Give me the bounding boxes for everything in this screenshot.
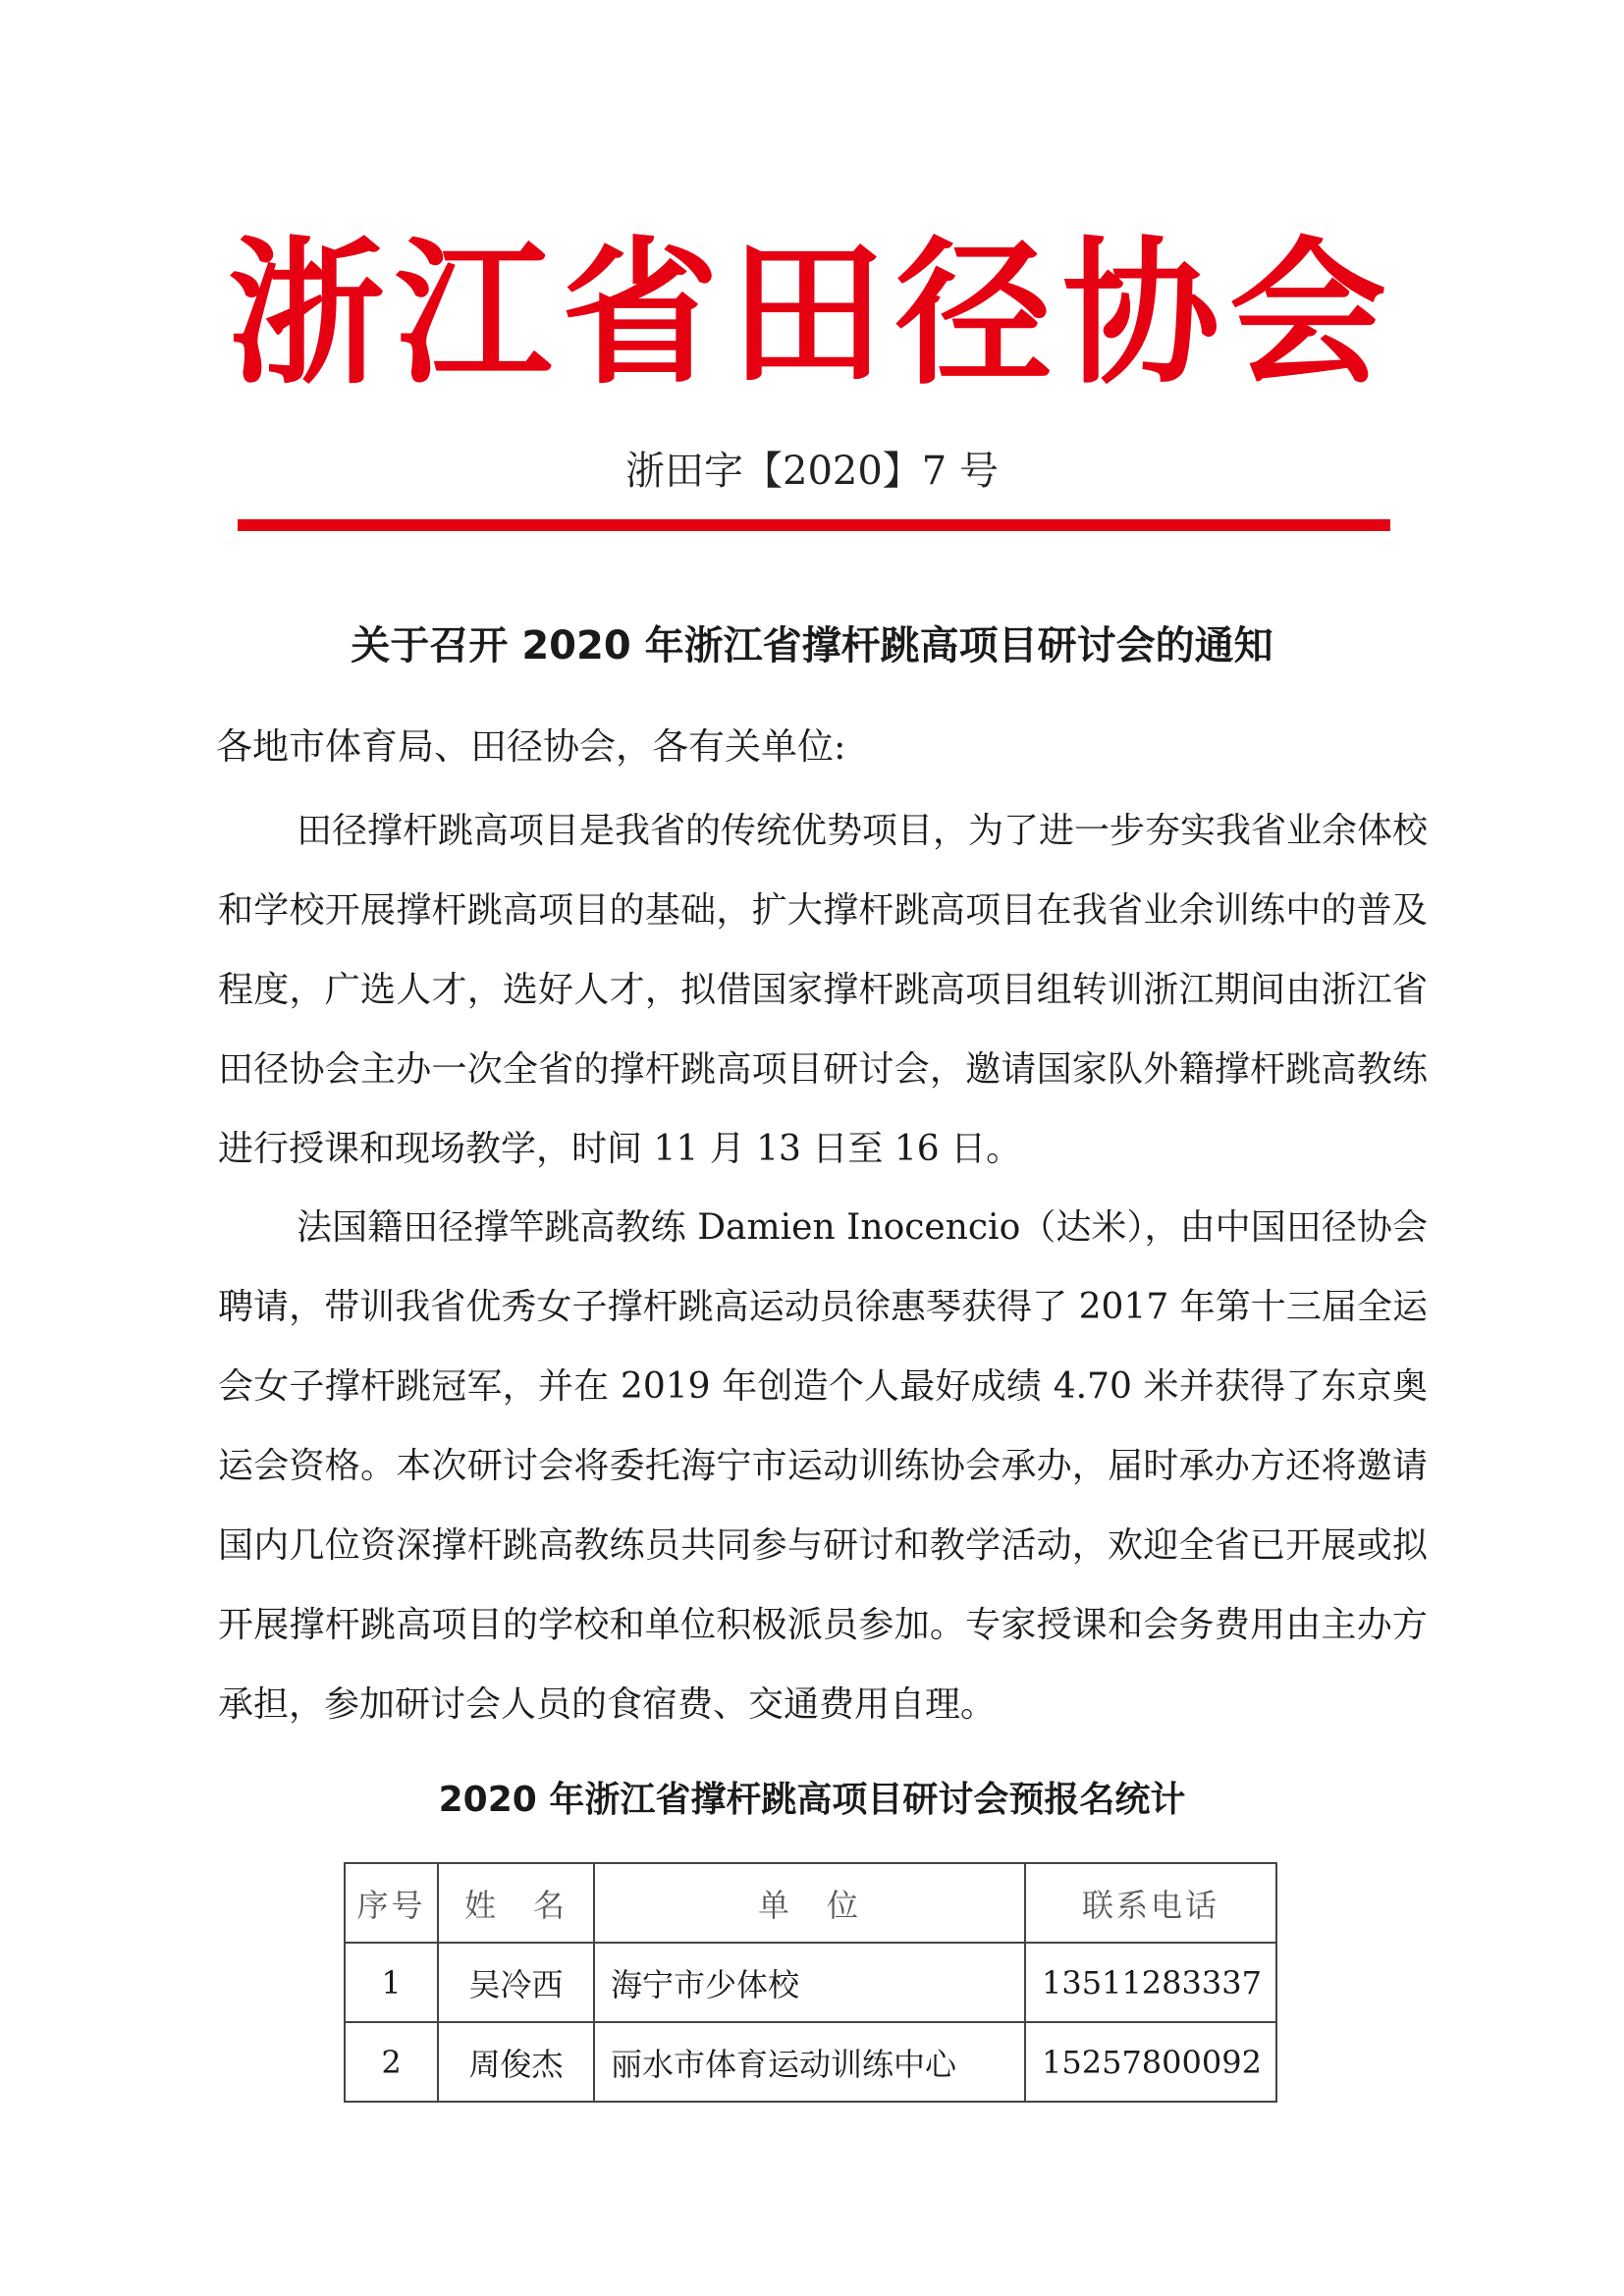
cell-phone: 15257800092: [1025, 2022, 1276, 2102]
cell-seq: 1: [345, 1943, 438, 2022]
red-divider: [238, 519, 1390, 531]
column-header-unit: 单 位: [594, 1863, 1025, 1943]
org-title: 浙江省田径协会: [227, 222, 1396, 405]
salutation: 各地市体育局、田径协会，各有关单位:: [216, 725, 846, 768]
body-paragraph-2: 法国籍田径撑竿跳高教练 Damien Inocencio（达米），由中国田径协会聘请，带训我省优秀女子撑杆跳高运动员徐惠琴获得了 2017 年第十三届全运会女子撑杆跳冠军，并在 2019 年创造个人最好成绩 4.70 米并获得了东京奥运会资格。本次研讨会将委托海宁市运动训练协会承办，届时承办方还将邀请国内几位资深撑杆跳高教练员共同参与研讨和教学活动，欢迎全省已开展或拟开展撑杆跳高项目的学校和单位积极派员参加。专家授课和会务费用由主办方承担，参加研讨会人员的食宿费、交通费用自理。: [218, 1207, 1428, 1725]
cell-unit: 海宁市少体校: [594, 1943, 1025, 2022]
notice-title: 关于召开 2020 年浙江省撑杆跳高项目研讨会的通知: [351, 623, 1273, 668]
table-row: [345, 2022, 1276, 2102]
table-title: 2020 年浙江省撑杆跳高项目研讨会预报名统计: [438, 1780, 1186, 1820]
table-header-row: [345, 1863, 1276, 1943]
body-paragraph-1: 田径撑杆跳高项目是我省的传统优势项目，为了进一步夯实我省业余体校和学校开展撑杆跳高项目的基础，扩大撑杆跳高项目在我省业余训练中的普及程度，广选人才，选好人才，拟借国家撑杆跳高项目组转训浙江期间由浙江省田径协会主办一次全省的撑杆跳高项目研讨会，邀请国家队外籍撑杆跳高教练进行授课和现场教学，时间 11 月 13 日至 16 日。: [218, 811, 1429, 1169]
cell-phone: 13511283337: [1025, 1943, 1276, 2022]
column-header-seq: 序号: [345, 1863, 438, 1943]
cell-name: 吴冷西: [438, 1943, 594, 2022]
column-header-name: 姓 名: [438, 1863, 594, 1943]
cell-name: 周俊杰: [438, 2022, 594, 2102]
document-number: 浙田字【2020】7 号: [625, 449, 999, 494]
cell-seq: 2: [345, 2022, 438, 2102]
cell-unit: 丽水市体育运动训练中心: [594, 2022, 1025, 2102]
column-header-phone: 联系电话: [1025, 1863, 1276, 1943]
table-row: [345, 1943, 1276, 2022]
registration-table: [344, 1862, 1277, 2103]
